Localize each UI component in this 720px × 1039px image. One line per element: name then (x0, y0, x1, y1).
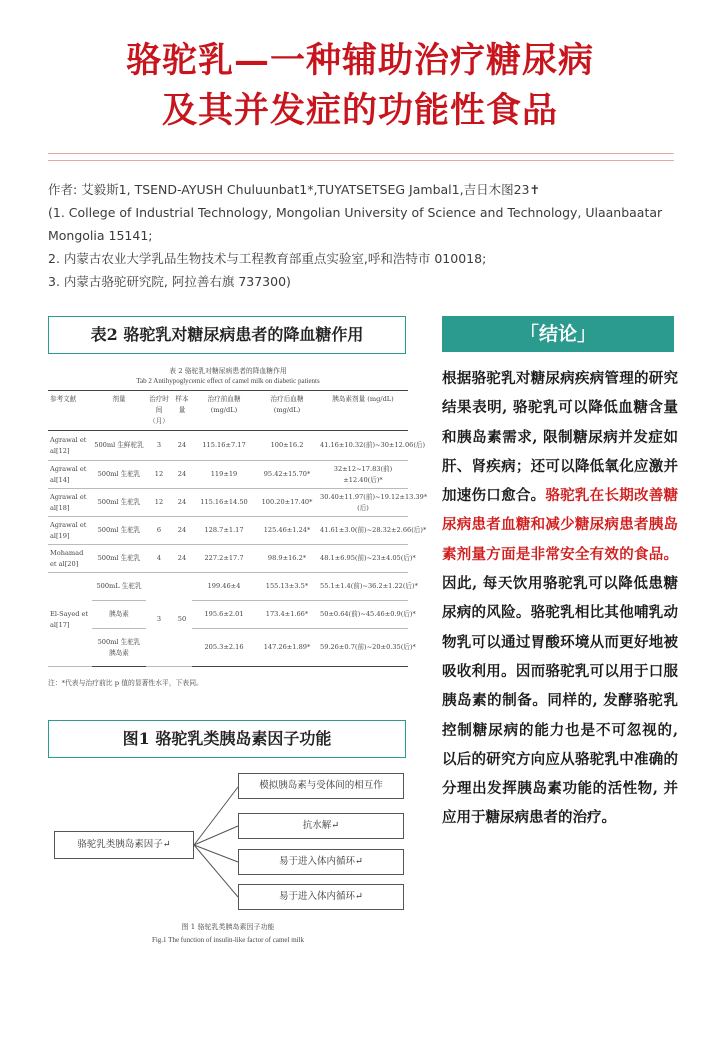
column-header: 剂量 (92, 391, 146, 431)
diagram-node: 易于进入体内循环↵ (238, 884, 404, 910)
cell-before: 199.46±4 (192, 573, 256, 601)
column-header: 样本量 (172, 391, 192, 431)
author-line: 作者: 艾毅斯1, TSEND-AYUSH Chuluunbat1*,TUYATSETSEG Jambal1,吉日木图23✝ (48, 182, 540, 197)
cell-insulin: 50±0.64(前)~45.46±0.9(后)* (318, 601, 408, 629)
cell-insulin: 41.61±3.0(前)~28.32±2.66(后)* (318, 517, 408, 545)
cell-dose: 500ml 生驼乳 胰岛素 (92, 629, 146, 667)
cell-n: 50 (172, 573, 192, 667)
cell-before: 195.6±2.01 (192, 601, 256, 629)
table-section-header: 表2 骆驼乳对糖尿病患者的降血糖作用 (48, 316, 406, 354)
cell-after: 147.26±1.89* (256, 629, 318, 667)
cell-ref: Agrawal et al[19] (48, 517, 92, 545)
table-caption-en: Tab 2 Antihypoglycemic effect of camel milk on diabetic patients (136, 377, 320, 385)
cell-n: 24 (172, 545, 192, 573)
cell-after: 125.46±1.24* (256, 517, 318, 545)
title-line-2: 及其并发症的功能性食品 (161, 90, 558, 131)
cell-months: 12 (146, 461, 172, 489)
connector-line (194, 845, 238, 897)
conclusion-highlight: 骆驼乳在长期改善糖尿病患者血糖和减少糖尿病患者胰岛素剂量方面是非常安全有效的食品。 (442, 487, 679, 563)
cell-dose: 500ml 生鲜驼乳 (92, 431, 146, 461)
cell-before: 227.2±17.7 (192, 545, 256, 573)
cell-ref: El-Sayed et al[17] (48, 573, 92, 667)
table-note: 注：*代表与治疗前比 p 值的显著性水平，下表同。 (48, 679, 203, 687)
column-header: 胰岛素剂量 (mg/dL) (318, 391, 408, 431)
affiliation-line: Mongolia 15141; (48, 228, 153, 243)
cell-after: 98.9±16.2* (256, 545, 318, 573)
diagram-node: 抗水解↵ (238, 813, 404, 839)
cell-after: 100±16.2 (256, 431, 318, 461)
cell-ref: Agrawal et al[18] (48, 489, 92, 517)
cell-months: 6 (146, 517, 172, 545)
affiliation-line: (1. College of Industrial Technology, Mongolian University of Science and Technology, Ulaanbaatar (48, 205, 663, 220)
cell-dose: 500ml 生驼乳 (92, 517, 146, 545)
cell-n: 24 (172, 431, 192, 461)
cell-months: 3 (146, 431, 172, 461)
cell-insulin: 48.1±6.95(前)~23±4.05(后)* (318, 545, 408, 573)
conclusion-paragraph: 根据骆驼乳对糖尿病疾病管理的研究结果表明, 骆驼乳可以降低血糖含量和胰岛素需求, 限制糖尿病并发症如肝、肾疾病；还可以降低氧化应激并加速伤口愈合。 (442, 370, 678, 505)
column-header: 治疗后血糖 (mg/dL) (256, 391, 318, 431)
cell-ref: Agrawal et al[12] (48, 431, 92, 461)
conclusion-header: 「结论」 (442, 316, 674, 352)
title-line-1: 骆驼乳—一种辅助治疗糖尿病 (125, 40, 594, 81)
cell-ref: Agrawal et al[14] (48, 461, 92, 489)
cell-dose: 500ml 生驼乳 (92, 545, 146, 573)
cell-months: 3 (146, 573, 172, 667)
cell-insulin: 32±12~17.83(前)±12.40(后)* (318, 461, 408, 489)
cell-dose: 500ml 生驼乳 (92, 461, 146, 489)
cell-dose: 500mL 生驼乳 (92, 573, 146, 601)
cell-after: 95.42±15.70* (256, 461, 318, 489)
cell-dose: 胰岛素 (92, 601, 146, 629)
column-header: 参考文献 (48, 391, 92, 431)
cell-before: 115.16±14.50 (192, 489, 256, 517)
cell-n: 24 (172, 489, 192, 517)
column-header: 治疗时间（月） (146, 391, 172, 431)
affiliation-line: 2. 内蒙古农业大学乳品生物技术与工程教育部重点实验室,呼和浩特市 010018; (48, 251, 487, 266)
cell-n: 24 (172, 461, 192, 489)
figure-caption-en: Fig.1 The function of insulin-like factor of camel milk (151, 936, 305, 944)
diagram-node: 模拟胰岛素与受体间的相互作 (238, 773, 404, 799)
column-header: 治疗前血糖 (mg/dL) (192, 391, 256, 431)
affiliation-line: 3. 内蒙古骆驼研究院, 阿拉善右旗 737300) (48, 274, 291, 289)
cell-insulin: 41.16±10.32(前)~30±12.06(后) (318, 431, 408, 461)
diagram-root-node: 骆驼乳类胰岛素因子↵ (54, 831, 194, 859)
connector-line (194, 787, 238, 845)
cell-insulin: 59.26±0.7(前)~20±0.35(后)* (318, 629, 408, 667)
cell-before: 119±19 (192, 461, 256, 489)
conclusion-text (442, 364, 678, 833)
conclusion-paragraph: 因此, 每天饮用骆驼乳可以降低患糖尿病的风险。骆驼乳相比其他哺乳动物乳可以通过胃酸环境从而更好地被吸收利用。因而骆驼乳可以用于口服胰岛素的制备。同样的, 发酵骆驼乳控制糖尿病的能力也是不可忽视的, 以后的研究方向应从骆驼乳中准确的分理出发挥胰岛素功能的活性物, 并应用于糖尿病患者的治疗。 (442, 575, 678, 827)
cell-n: 24 (172, 517, 192, 545)
cell-ref: Mohamad et al[20] (48, 545, 92, 573)
cell-after: 173.4±1.66* (256, 601, 318, 629)
figure-section-header: 图1 骆驼乳类胰岛素因子功能 (48, 720, 406, 758)
cell-after: 155.13±3.5* (256, 573, 318, 601)
table-caption-cn: 表 2 骆驼乳对糖尿病患者的降血糖作用 (169, 367, 287, 375)
cell-insulin: 30.40±11.97(前)~19.12±13.39*(后) (318, 489, 408, 517)
cell-insulin: 55.1±1.4(前)~36.2±1.22(后)* (318, 573, 408, 601)
cell-before: 128.7±1.17 (192, 517, 256, 545)
figure-caption-cn: 图 1 骆驼乳类胰岛素因子功能 (181, 923, 275, 931)
cell-after: 100.20±17.40* (256, 489, 318, 517)
cell-before: 115.16±7.17 (192, 431, 256, 461)
cell-months: 4 (146, 545, 172, 573)
diagram-node: 易于进入体内循环↵ (238, 849, 404, 875)
cell-dose: 500ml 生驼乳 (92, 489, 146, 517)
cell-months: 12 (146, 489, 172, 517)
cell-before: 205.3±2.16 (192, 629, 256, 667)
